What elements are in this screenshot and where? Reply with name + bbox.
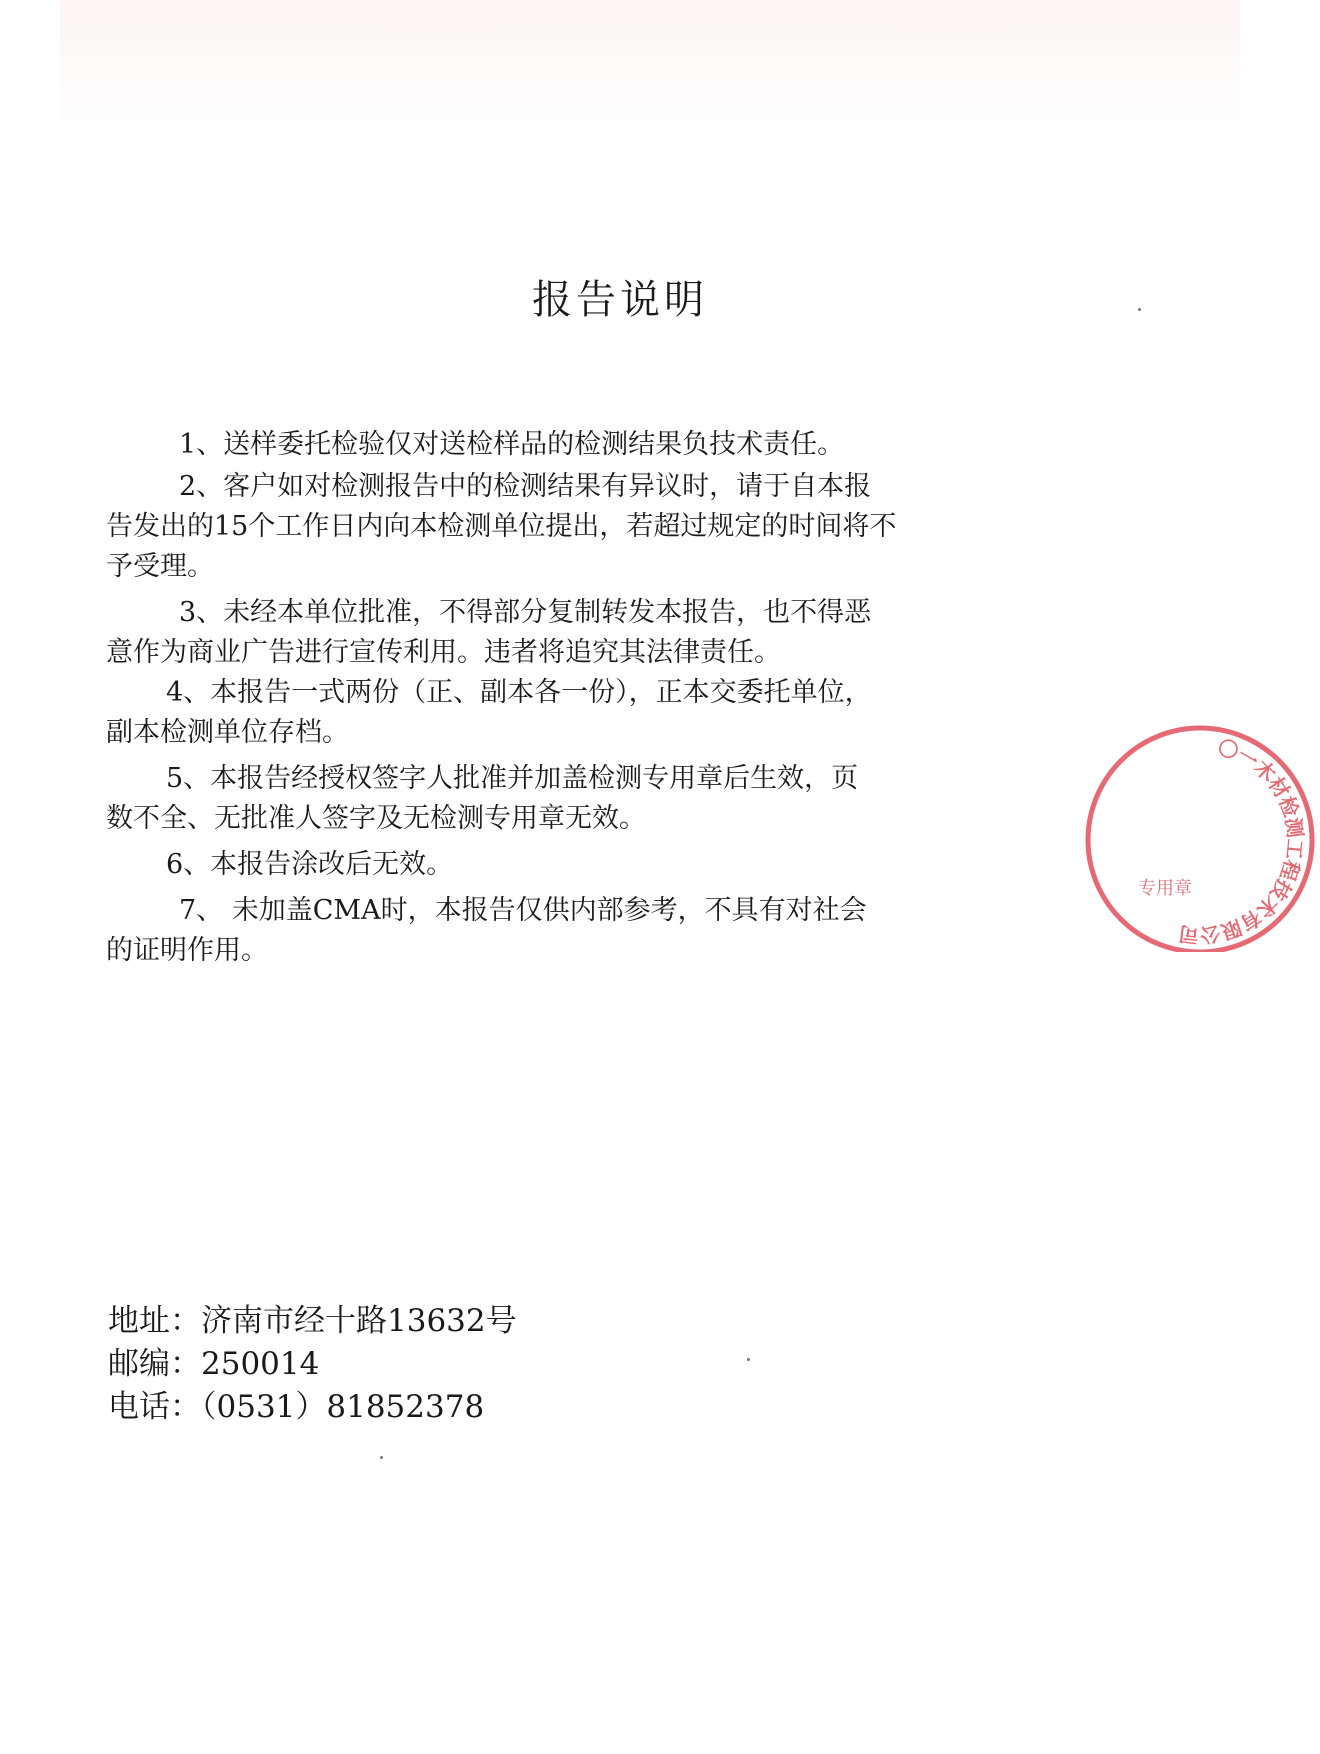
phone-line: 电话：（0531）81852378 [108,1389,485,1425]
note-line: 的证明作用。 [106,935,268,966]
note-item-2 [106,467,1006,587]
scan-shading [60,0,1240,140]
note-line: 意作为商业广告进行宣传利用。违者将追究其法律责任。 [106,637,781,668]
note-line: 7、 未加盖CMA时，本报告仅供内部参考，不具有对社会 [152,895,867,926]
note-line: 告发出的15个工作日内向本检测单位提出，若超过规定的时间将不 [106,511,897,542]
note-item-3 [106,593,1006,673]
note-item-4 [106,673,1006,753]
contact-info [108,1300,517,1429]
note-item-7 [106,891,1006,971]
seal-stamp-icon [1080,722,1320,952]
svg-text:专用章: 专用章 [1138,878,1192,899]
note-item-6 [106,845,1006,885]
note-line: 3、未经本单位批准，不得部分复制转发本报告，也不得恶 [152,597,872,628]
notes-list [106,425,1006,971]
note-line: 6、本报告涂改后无效。 [139,849,454,880]
postcode-line: 邮编：250014 [108,1346,320,1382]
note-line: 4、本报告一式两份（正、副本各一份），正本交委托单位， [139,677,872,708]
note-line: 5、本报告经授权签字人批准并加盖检测专用章后生效，页 [139,763,859,794]
note-line: 2、客户如对检测报告中的检测结果有异议时，请于自本报 [152,471,872,502]
svg-text:〇一木材检测工程技术有限公司: 〇一木材检测工程技术有限公司 [1177,734,1308,948]
official-seal-stamp [1080,722,1308,952]
note-line: 数不全、无批准人签字及无检测专用章无效。 [106,803,646,834]
scan-speck [380,1456,383,1459]
note-item-1 [152,425,1006,465]
note-line: 1、送样委托检验仅对送检样品的检测结果负技术责任。 [152,429,845,460]
note-line: 副本检测单位存档。 [106,717,349,748]
note-line: 予受理。 [106,551,214,582]
address-line: 地址：济南市经十路13632号 [108,1303,517,1339]
scan-speck [1138,308,1141,311]
note-item-5 [106,759,1006,839]
scan-speck [747,1358,750,1361]
page-title: 报告说明 [532,277,708,323]
